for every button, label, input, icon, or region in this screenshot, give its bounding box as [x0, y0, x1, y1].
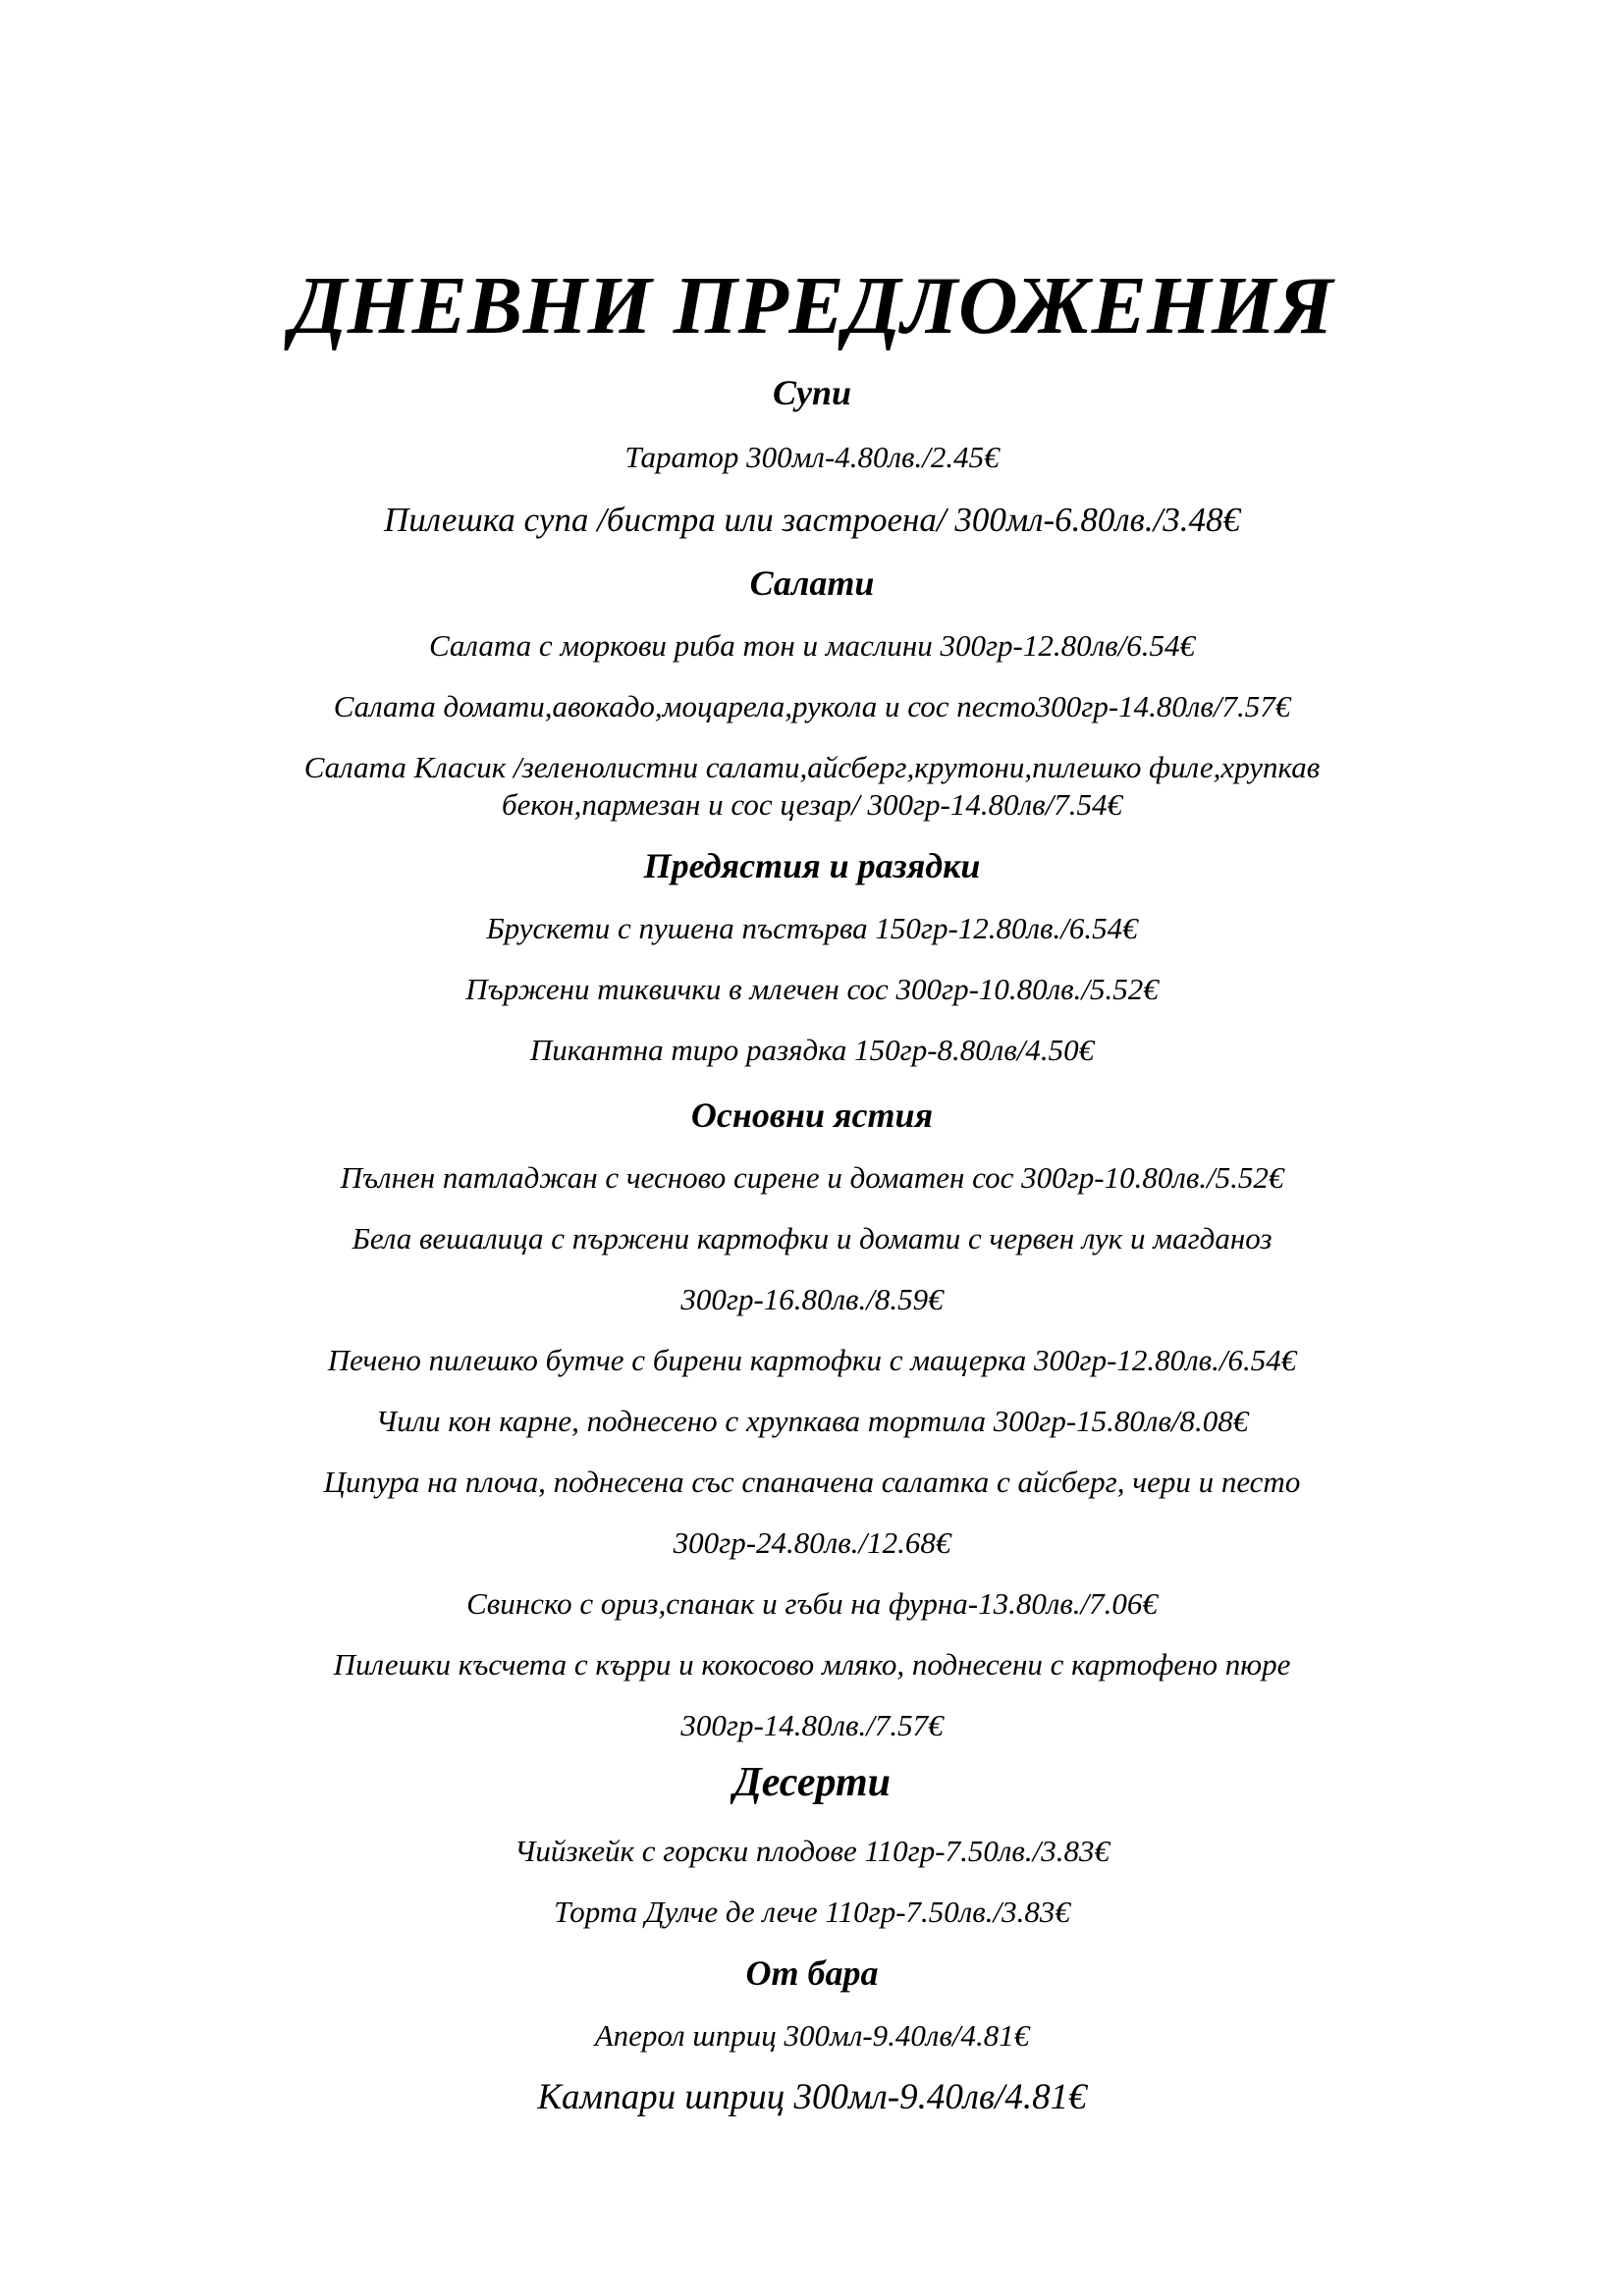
menu-item: Брускети с пушена пъстърва 150гр-12.80лв./6.54€ [486, 911, 1138, 945]
menu-item: Пилешка супа /бистра или застроена/ 300мл-6.80лв./3.48€ [383, 501, 1241, 539]
menu-item: Пилешки късчета с кърри и кокосово мляко, поднесени с картофено пюре [333, 1647, 1291, 1682]
menu-item: Чийзкейк с горски плодове 110гр-7.50лв./3.83€ [514, 1834, 1110, 1868]
menu-item: Аперол шприц 300мл-9.40лв/4.81€ [594, 2018, 1030, 2053]
menu-item: Пържени тиквички в млечен сос 300гр-10.80лв./5.52€ [465, 972, 1159, 1006]
menu-item: бекон,пармезан и сос цезар/ 300гр-14.80лв/7.54€ [502, 787, 1122, 822]
section-heading-appetizers: Предястия и разядки [643, 846, 981, 885]
section-heading-bar: От бара [745, 1953, 879, 1993]
menu-item: Кампари шприц 300мл-9.40лв/4.81€ [537, 2077, 1087, 2117]
menu-item: Пълнен патладжан с чесново сирене и доматен сос 300гр-10.80лв./5.52€ [340, 1160, 1284, 1195]
menu-item: Ципура на плоча, поднесена със спаначена салатка с айсберг, чери и песто [323, 1465, 1301, 1499]
menu-item: Бела вешалица с пържени картофки и домати с червен лук и магданоз [352, 1221, 1272, 1255]
menu-item: 300гр-14.80лв./7.57€ [680, 1708, 944, 1742]
section-heading-salads: Салати [749, 563, 875, 603]
menu-item: Пикантна тиро разядка 150гр-8.80лв/4.50€ [529, 1033, 1095, 1067]
section-heading-desserts: Десерти [733, 1760, 891, 1805]
menu-item: Салата с моркови риба тон и маслини 300гр-12.80лв/6.54€ [429, 628, 1195, 663]
menu-item: Таратор 300мл-4.80лв./2.45€ [624, 440, 1000, 474]
menu-item: Чили кон карне, поднесено с хрупкава тортила 300гр-15.80лв/8.08€ [375, 1404, 1249, 1438]
menu-item: 300гр-24.80лв./12.68€ [673, 1525, 951, 1560]
menu-item: Торта Дулче де лече 110гр-7.50лв./3.83€ [554, 1895, 1070, 1929]
page-title: ДНЕВНИ ПРЕДЛОЖЕНИЯ [290, 260, 1334, 351]
menu-item: Печено пилешко бутче с бирени картофки с мащерка 300гр-12.80лв./6.54€ [327, 1343, 1297, 1377]
menu-item: Салата Класик /зеленолистни салати,айсберг,крутони,пилешко филе,хрупкав [303, 750, 1321, 784]
menu-item: Свинско с ориз,спанак и гъби на фурна-13.80лв./7.06€ [466, 1586, 1158, 1621]
section-heading-soups: Супи [772, 373, 852, 412]
menu-item: 300гр-16.80лв./8.59€ [680, 1282, 944, 1316]
section-heading-main-dishes: Основни ястия [690, 1095, 934, 1135]
menu-item: Салата домати,авокадо,моцарела,рукола и сос песто300гр-14.80лв/7.57€ [333, 689, 1291, 723]
